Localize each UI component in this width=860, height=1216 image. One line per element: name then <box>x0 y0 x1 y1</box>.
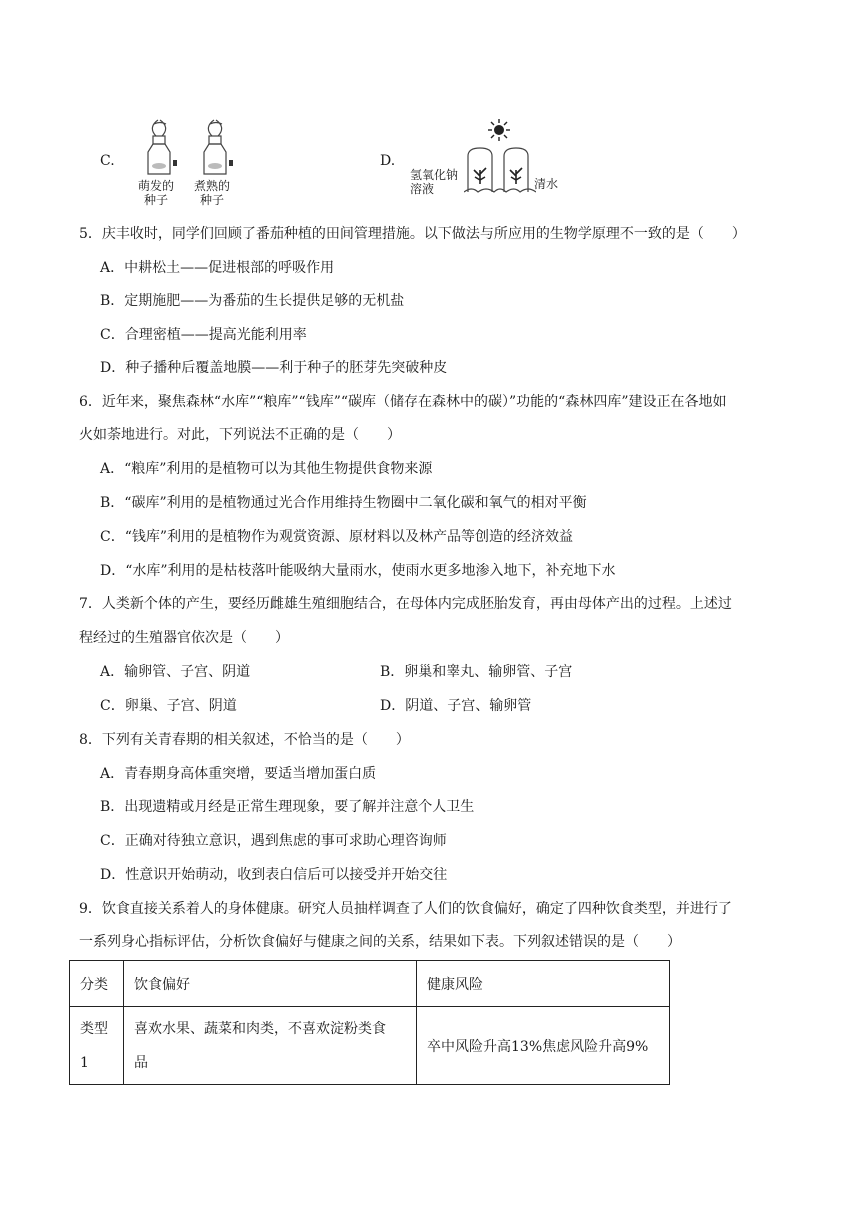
sun-icon <box>488 119 510 141</box>
figure-c-left-caption: 萌发的 种子 <box>137 179 174 207</box>
question-6-option-d: D．“水库”利用的是枯枝落叶能吸纳大量雨水，使雨水更多地渗入地下，补充地下水 <box>100 563 616 579</box>
question-7-stem-line-2: 程经过的生殖器官依次是（ ） <box>79 630 289 646</box>
question-6-option-c: C．“钱库”利用的是植物作为观赏资源、原材料以及林产品等创造的经济效益 <box>100 529 574 545</box>
question-8-option-b: B．出现遗精或月经是正常生理现象，要了解并注意个人卫生 <box>100 799 475 815</box>
question-7-option-d: D．阴道、子宫、输卵管 <box>380 698 532 714</box>
table-cell-category: 类型 1 <box>70 1007 124 1085</box>
question-8-option-c: C．正确对待独立意识，遇到焦虑的事可求助心理咨询师 <box>100 833 447 849</box>
table-header-risk: 健康风险 <box>417 961 670 1007</box>
table-cell-risk: 卒中风险升高13%焦虑风险升高9% <box>417 1007 670 1085</box>
figure-d-right-caption: 清水 <box>534 177 559 191</box>
table-header-preference: 饮食偏好 <box>124 961 417 1007</box>
question-5-option-a: A．中耕松土——促进根部的呼吸作用 <box>100 260 335 276</box>
diet-health-table <box>69 960 670 1085</box>
question-9-stem-line-2: 一系列身心指标评估，分析饮食偏好与健康之间的关系，结果如下表。下列叙述错误的是（ ） <box>79 934 681 950</box>
figure-c-right-caption: 煮熟的 种子 <box>193 179 230 207</box>
question-8-stem: 8．下列有关青春期的相关叙述，不恰当的是（ ） <box>79 732 410 748</box>
bell-jar-plants-icon <box>464 144 536 196</box>
question-5-option-c: C．合理密植——提高光能利用率 <box>100 327 307 343</box>
germinating-seed-flask-icon <box>140 116 180 178</box>
option-c-label: C. <box>100 153 115 169</box>
question-8-option-a: A．青春期身高体重突增，要适当增加蛋白质 <box>100 766 377 782</box>
table-cell-preference: 喜欢水果、蔬菜和肉类，不喜欢淀粉类食 品 <box>124 1007 417 1085</box>
question-6-option-b: B．“碳库”利用的是植物通过光合作用维持生物圈中二氧化碳和氧气的相对平衡 <box>100 495 587 511</box>
question-6-stem-line-1: 6．近年来，聚焦森林“水库”“粮库”“钱库”“碳库（储存在森林中的碳）”功能的“森林四库”建设正在各地如 <box>79 394 727 410</box>
question-7-option-b: B．卵巢和睾丸、输卵管、子宫 <box>380 664 573 680</box>
question-8-option-d: D．性意识开始萌动，收到表白信后可以接受并开始交往 <box>100 867 448 883</box>
figure-d-left-caption: 氢氧化钠 溶液 <box>410 168 459 196</box>
question-7-option-c: C．卵巢、子宫、阴道 <box>100 698 237 714</box>
question-6-stem-line-2: 火如荼地进行。对此，下列说法不正确的是（ ） <box>79 427 401 443</box>
option-d-label: D. <box>380 153 396 169</box>
table-header-category: 分类 <box>70 961 124 1007</box>
question-5-stem: 5．庆丰收时，同学们回顾了番茄种植的田间管理措施。以下做法与所应用的生物学原理不一致的是（ ） <box>79 226 746 242</box>
question-7-stem-line-1: 7．人类新个体的产生，要经历雌雄生殖细胞结合，在母体内完成胚胎发育，再由母体产出的过程。上述过 <box>79 596 732 612</box>
table-row <box>70 1007 670 1085</box>
question-7-option-a: A．输卵管、子宫、阴道 <box>100 664 251 680</box>
table-header-row <box>70 961 670 1007</box>
question-6-option-a: A．“粮库”利用的是植物可以为其他生物提供食物来源 <box>100 461 433 477</box>
boiled-seed-flask-icon <box>196 116 236 178</box>
question-5-option-b: B．定期施肥——为番茄的生长提供足够的无机盐 <box>100 293 405 309</box>
question-9-stem-line-1: 9．饮食直接关系着人的身体健康。研究人员抽样调查了人们的饮食偏好，确定了四种饮食类型，并进行了 <box>79 901 732 917</box>
question-5-option-d: D．种子播种后覆盖地膜——利于种子的胚芽先突破种皮 <box>100 360 448 376</box>
